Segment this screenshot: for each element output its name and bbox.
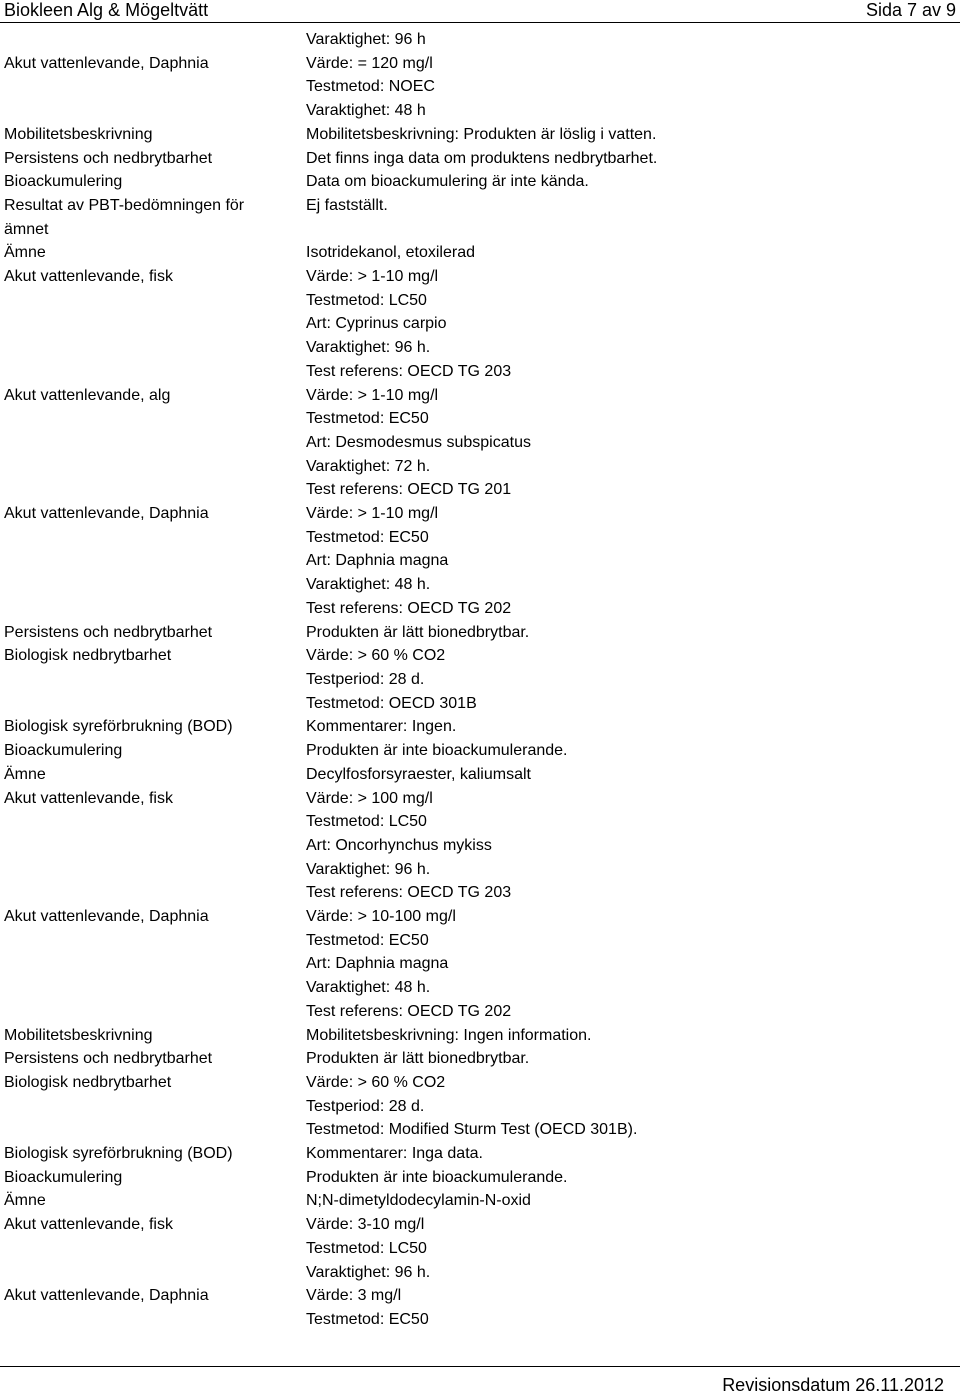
row-values — [306, 1189, 960, 1213]
value-line: Testmetod: NOEC — [306, 78, 435, 96]
value-line: Art: Cyprinus carpio — [306, 315, 447, 333]
value-line: Mobilitetsbeskrivning: Produkten är löslig i vatten. — [306, 125, 657, 143]
table-row — [0, 1071, 960, 1142]
table-row — [0, 1189, 960, 1213]
row-values — [306, 170, 960, 194]
value-line: Produkten är inte bioackumulerande. — [306, 1168, 568, 1186]
table-row — [0, 715, 960, 739]
row-values — [306, 1166, 960, 1190]
value-line: Test referens: OECD TG 202 — [306, 1002, 512, 1020]
value-line: Testperiod: 28 d. — [306, 670, 425, 688]
row-values — [306, 384, 960, 503]
value-line: Data om bioackumulering är inte kända. — [306, 173, 589, 191]
value-line: Värde: > 60 % CO2 — [306, 1073, 446, 1091]
value-line: Mobilitetsbeskrivning: Ingen information. — [306, 1026, 592, 1044]
row-values — [306, 502, 960, 621]
value-line: Värde: = 120 mg/l — [306, 54, 433, 72]
table-row — [0, 905, 960, 1024]
value-line: Testmetod: LC50 — [306, 1239, 427, 1257]
value-line: Testmetod: EC50 — [306, 410, 429, 428]
table-row — [0, 123, 960, 147]
table-row — [0, 265, 960, 384]
value-line: Varaktighet: 72 h. — [306, 457, 431, 475]
row-label — [0, 1213, 306, 1284]
row-values — [306, 123, 960, 147]
row-label — [0, 739, 306, 763]
ecotoxicity-table — [0, 28, 960, 1332]
label-line: Ämne — [4, 244, 46, 262]
value-line: Varaktighet: 96 h. — [306, 860, 431, 878]
table-row — [0, 1284, 960, 1331]
row-label — [0, 715, 306, 739]
label-line: Ämne — [4, 765, 46, 783]
row-label — [0, 384, 306, 503]
row-values — [306, 1024, 960, 1048]
row-label — [0, 1142, 306, 1166]
row-label — [0, 170, 306, 194]
value-line: Värde: > 60 % CO2 — [306, 647, 446, 665]
row-values — [306, 1071, 960, 1142]
label-line: Ämne — [4, 1192, 46, 1210]
row-label — [0, 1071, 306, 1142]
row-values — [306, 52, 960, 123]
page-number: Sida 7 av 9 — [865, 0, 956, 20]
row-values — [306, 905, 960, 1024]
label-line: Resultat av PBT-bedömningen för — [4, 196, 245, 214]
row-label — [0, 123, 306, 147]
value-line: Värde: > 1-10 mg/l — [306, 268, 439, 286]
row-values — [306, 28, 960, 52]
row-values — [306, 1047, 960, 1071]
row-values — [306, 621, 960, 645]
value-line: Varaktighet: 48 h. — [306, 576, 431, 594]
table-row — [0, 52, 960, 123]
label-line: Bioackumulering — [4, 173, 123, 191]
value-line: Isotridekanol, etoxilerad — [306, 244, 475, 262]
value-line: Test referens: OECD TG 203 — [306, 884, 512, 902]
value-line: Varaktighet: 96 h. — [306, 1263, 431, 1281]
row-values — [306, 241, 960, 265]
label-line: Biologisk syreförbrukning (BOD) — [4, 1145, 233, 1163]
table-row — [0, 194, 960, 241]
value-line: Värde: > 1-10 mg/l — [306, 505, 439, 523]
label-line: Akut vattenlevande, fisk — [4, 268, 173, 286]
label-line: Akut vattenlevande, Daphnia — [4, 54, 209, 72]
value-line: Test referens: OECD TG 203 — [306, 362, 512, 380]
row-values — [306, 715, 960, 739]
label-line: Persistens och nedbrytbarhet — [4, 623, 213, 641]
value-line: Värde: > 10-100 mg/l — [306, 908, 456, 926]
label-line: Biologisk nedbrytbarhet — [4, 1073, 172, 1091]
value-line: Testmetod: LC50 — [306, 813, 427, 831]
table-row — [0, 28, 960, 52]
label-line: Bioackumulering — [4, 742, 123, 760]
row-label — [0, 1284, 306, 1331]
label-line: Biologisk nedbrytbarhet — [4, 647, 172, 665]
value-line: Kommentarer: Inga data. — [306, 1145, 483, 1163]
label-line: Akut vattenlevande, alg — [4, 386, 171, 404]
row-label — [0, 1189, 306, 1213]
value-line: Varaktighet: 48 h. — [306, 979, 431, 997]
table-row — [0, 170, 960, 194]
row-values — [306, 1284, 960, 1331]
label-line: Persistens och nedbrytbarhet — [4, 149, 213, 167]
label-line: Mobilitetsbeskrivning — [4, 1026, 153, 1044]
value-line: N;N-dimetyldodecylamin-N-oxid — [306, 1192, 531, 1210]
row-label — [0, 502, 306, 621]
table-row — [0, 739, 960, 763]
table-row — [0, 1213, 960, 1284]
value-line: Kommentarer: Ingen. — [306, 718, 457, 736]
value-line: Art: Oncorhynchus mykiss — [306, 836, 492, 854]
table-row — [0, 147, 960, 171]
table-row — [0, 384, 960, 503]
value-line: Decylfosforsyraester, kaliumsalt — [306, 765, 531, 783]
row-values — [306, 763, 960, 787]
value-line: Testmetod: EC50 — [306, 931, 429, 949]
value-line: Värde: > 1-10 mg/l — [306, 386, 439, 404]
row-label — [0, 1024, 306, 1048]
table-row — [0, 644, 960, 715]
value-line: Art: Daphnia magna — [306, 552, 449, 570]
row-label — [0, 763, 306, 787]
table-row — [0, 1047, 960, 1071]
label-line: ämnet — [4, 220, 49, 238]
row-label — [0, 621, 306, 645]
value-line: Varaktighet: 96 h — [306, 31, 426, 48]
value-line: Värde: 3-10 mg/l — [306, 1216, 425, 1234]
label-line: Akut vattenlevande, Daphnia — [4, 908, 209, 926]
row-values — [306, 147, 960, 171]
label-line: Bioackumulering — [4, 1168, 123, 1186]
row-values — [306, 194, 960, 241]
value-line: Testmetod: OECD 301B — [306, 694, 477, 712]
label-line: Biologisk syreförbrukning (BOD) — [4, 718, 233, 736]
row-label — [0, 265, 306, 384]
row-values — [306, 265, 960, 384]
label-line: Akut vattenlevande, Daphnia — [4, 505, 209, 523]
value-line: Varaktighet: 96 h. — [306, 339, 431, 357]
table-row — [0, 1024, 960, 1048]
table-row — [0, 502, 960, 621]
label-line: Mobilitetsbeskrivning — [4, 125, 153, 143]
value-line: Testmetod: LC50 — [306, 291, 427, 309]
value-line: Produkten är inte bioackumulerande. — [306, 742, 568, 760]
row-label — [0, 1047, 306, 1071]
row-label — [0, 147, 306, 171]
value-line: Art: Daphnia magna — [306, 955, 449, 973]
value-line: Test referens: OECD TG 202 — [306, 599, 512, 617]
table-row — [0, 1142, 960, 1166]
value-line: Varaktighet: 48 h — [306, 102, 426, 120]
label-line: Akut vattenlevande, fisk — [4, 1216, 173, 1234]
row-label — [0, 905, 306, 1024]
row-label — [0, 787, 306, 906]
value-line: Testmetod: Modified Sturm Test (OECD 301B). — [306, 1121, 638, 1139]
label-line — [4, 28, 306, 52]
page-footer — [0, 1366, 960, 1395]
row-values — [306, 1213, 960, 1284]
value-line: Värde: > 100 mg/l — [306, 789, 433, 807]
value-line: Testperiod: 28 d. — [306, 1097, 425, 1115]
value-line: Testmetod: EC50 — [306, 528, 429, 546]
table-row — [0, 621, 960, 645]
row-label — [0, 644, 306, 715]
value-line: Art: Desmodesmus subspicatus — [306, 433, 531, 451]
table-row — [0, 763, 960, 787]
row-values — [306, 644, 960, 715]
row-label — [0, 52, 306, 123]
table-row — [0, 241, 960, 265]
page-header — [0, 0, 960, 23]
document-title: Biokleen Alg & Mögeltvätt — [4, 0, 209, 20]
row-label — [0, 28, 306, 52]
row-label — [0, 194, 306, 241]
row-values — [306, 787, 960, 906]
row-values — [306, 739, 960, 763]
value-line: Test referens: OECD TG 201 — [306, 481, 512, 499]
row-label — [0, 1166, 306, 1190]
value-line: Ej fastställt. — [306, 196, 388, 214]
table-row — [0, 787, 960, 906]
value-line: Produkten är lätt bionedbrytbar. — [306, 623, 530, 641]
label-line: Akut vattenlevande, fisk — [4, 789, 173, 807]
label-line: Akut vattenlevande, Daphnia — [4, 1287, 209, 1305]
value-line: Produkten är lätt bionedbrytbar. — [306, 1050, 530, 1068]
revision-date: Revisionsdatum 26.11.2012 — [722, 1375, 944, 1395]
value-line: Testmetod: EC50 — [306, 1310, 429, 1328]
label-line: Persistens och nedbrytbarhet — [4, 1050, 213, 1068]
table-row — [0, 1166, 960, 1190]
value-line: Det finns inga data om produktens nedbrytbarhet. — [306, 149, 658, 167]
row-values — [306, 1142, 960, 1166]
row-label — [0, 241, 306, 265]
value-line: Värde: 3 mg/l — [306, 1287, 402, 1305]
